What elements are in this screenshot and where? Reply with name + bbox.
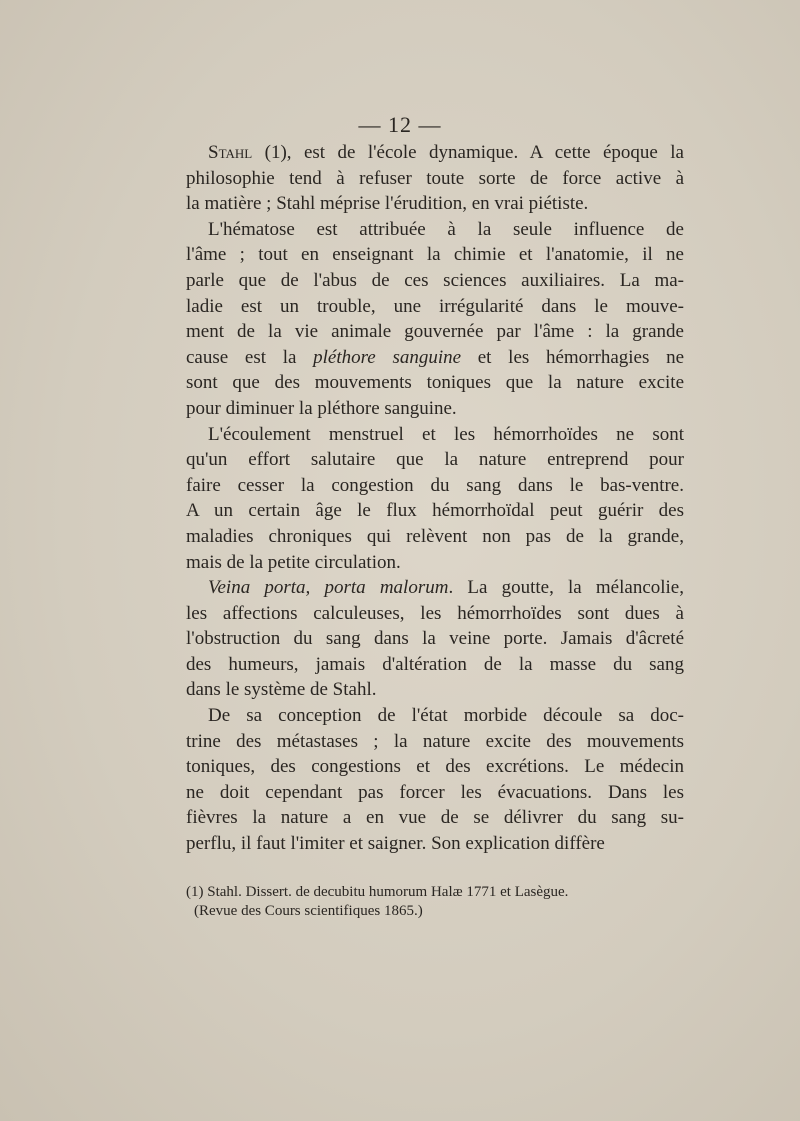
text-line: l'obstruction du sang dans la veine porte. Jamais d'âcreté — [186, 628, 684, 650]
footnote-line: (Revue des Cours scientifiques 1865.) — [194, 903, 423, 919]
text-line: des humeurs, jamais d'altération de la masse du sang — [186, 653, 684, 675]
text-line: ladie est un trouble, une irrégularité dans le mouve- — [186, 295, 684, 317]
text-line: l'âme ; tout en enseignant la chimie et l'anatomie, il ne — [186, 244, 684, 266]
text-line: parle que de l'abus de ces sciences auxiliaires. La ma- — [186, 269, 684, 291]
body-text — [186, 140, 684, 857]
text-line: mais de la petite circulation. — [186, 551, 401, 573]
page-number: — 12 — — [358, 112, 442, 137]
text-line: philosophie tend à refuser toute sorte de force active à — [186, 167, 684, 189]
text-line: Stahl (1), est de l'école dynamique. A cette époque la — [208, 142, 684, 163]
footnotes — [186, 883, 684, 921]
text-line: faire cesser la congestion du sang dans le bas-ventre. — [186, 474, 684, 496]
text-line: De sa conception de l'état morbide découle sa doc- — [208, 705, 684, 727]
text-line: ment de la vie animale gouvernée par l'âme : la grande — [186, 321, 684, 343]
text-line: cause est la pléthore sanguine et les hémorrhagies ne — [186, 346, 685, 368]
text-line: maladies chroniques qui relèvent non pas de la grande, — [186, 525, 684, 547]
text-line: fièvres la nature a en vue de se délivrer du sang su- — [186, 807, 684, 829]
text-line: perflu, il faut l'imiter et saigner. Son explication diffère — [186, 833, 605, 855]
text-line: la matière ; Stahl méprise l'érudition, en vrai piétiste. — [186, 193, 589, 215]
text-line: les affections calculeuses, les hémorrhoïdes sont dues à — [186, 602, 684, 624]
text-line: ne doit cependant pas forcer les évacuations. Dans les — [186, 781, 684, 803]
text-line: dans le système de Stahl. — [186, 679, 377, 701]
text-line: qu'un effort salutaire que la nature entreprend pour — [186, 449, 684, 471]
text-line: L'hématose est attribuée à la seule influence de — [208, 218, 684, 240]
text-line: sont que des mouvements toniques que la nature excite — [186, 372, 684, 394]
footnote-line: (1) Stahl. Dissert. de decubitu humorum Halæ 1771 et Lasègue. — [186, 884, 569, 900]
text-line: A un certain âge le flux hémorrhoïdal peut guérir des — [186, 500, 684, 522]
text-line: pour diminuer la pléthore sanguine. — [186, 397, 457, 419]
text-line: L'écoulement menstruel et les hémorrhoïdes ne sont — [208, 423, 684, 445]
text-line: toniques, des congestions et des excrétions. Le médecin — [186, 756, 684, 778]
text-line: Veina porta, porta malorum. La goutte, la mélancolie, — [208, 577, 684, 599]
text-line: trine des métastases ; la nature excite des mouvements — [186, 730, 684, 752]
